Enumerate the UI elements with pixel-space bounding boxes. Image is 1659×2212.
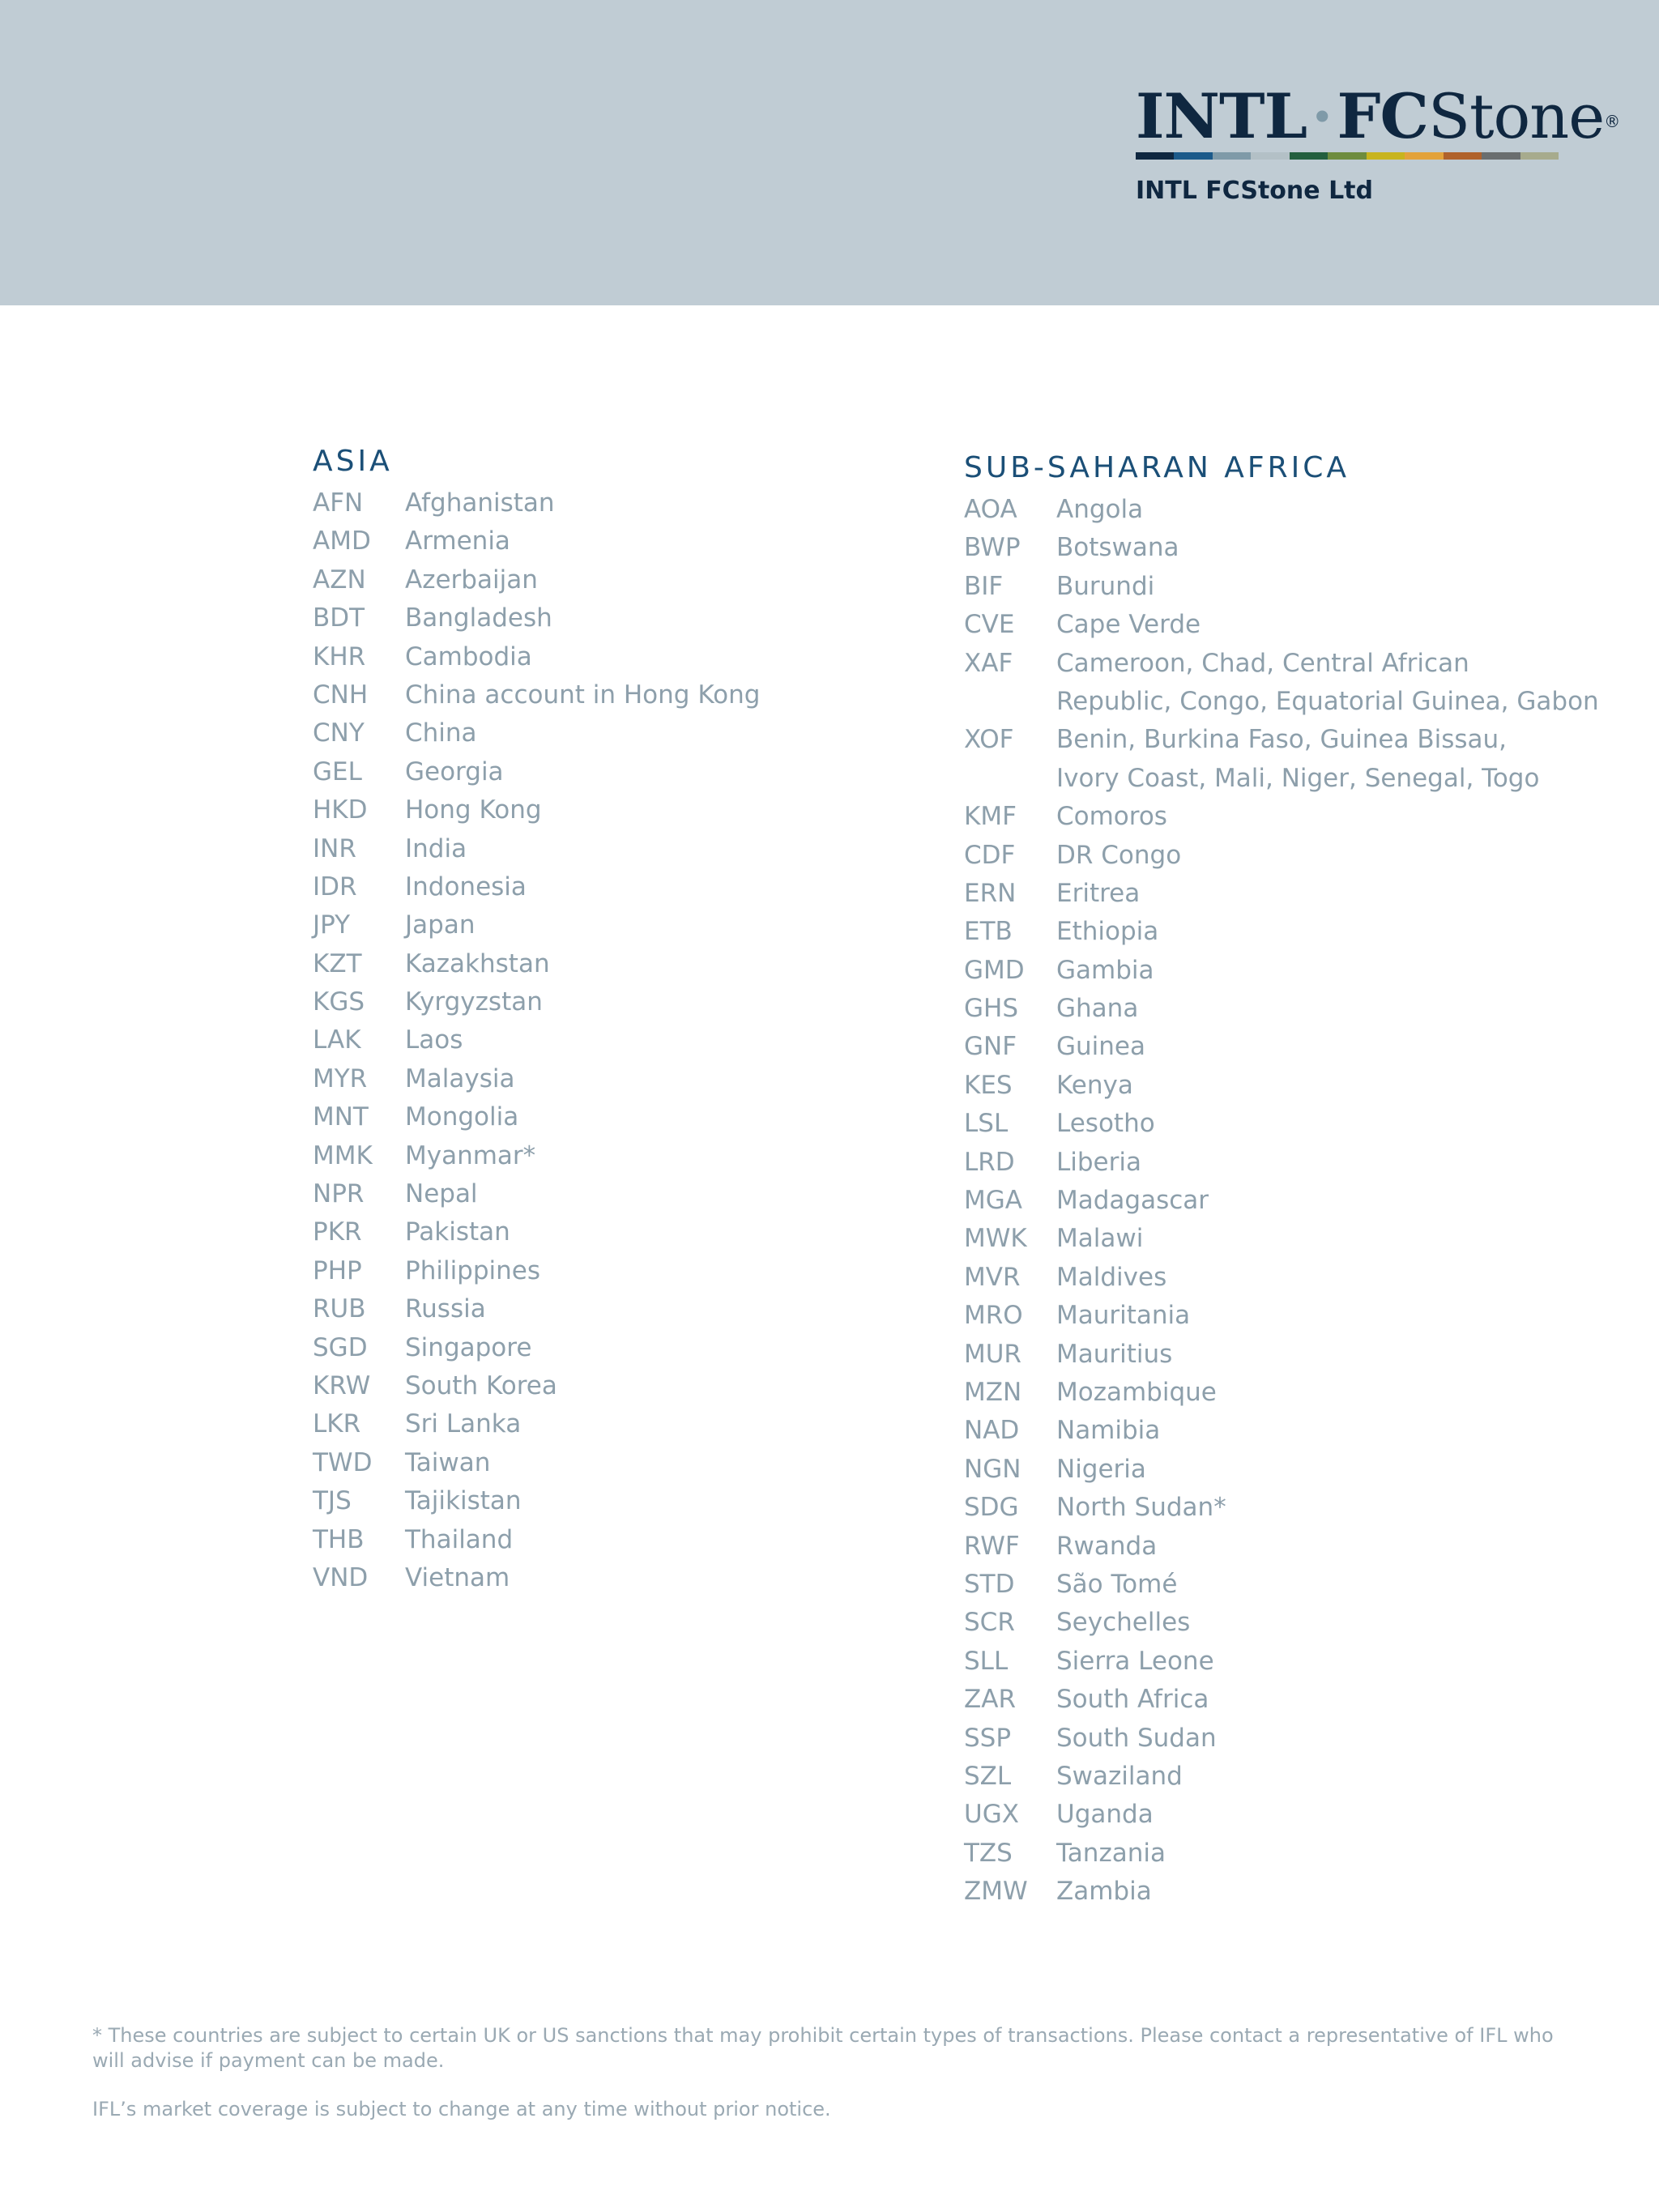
country-name: Georgia [405, 757, 504, 786]
country-name: Myanmar* [405, 1140, 536, 1170]
currency-row [964, 798, 1596, 836]
country-name: Benin, Burkina Faso, Guinea Bissau, [1056, 725, 1508, 755]
currency-row [964, 529, 1596, 567]
logo-color-stripes [1136, 152, 1559, 160]
country-name: Nigeria [1056, 1454, 1146, 1484]
country-name: Uganda [1056, 1800, 1154, 1830]
currency-code: HKD [313, 795, 368, 825]
country-name: Bangladesh [405, 603, 552, 633]
logo-stripe [1482, 152, 1520, 160]
country-name: Cambodia [405, 641, 532, 671]
currency-code: LAK [313, 1025, 361, 1055]
logo-word-fc: FC [1337, 80, 1428, 152]
country-name: North Sudan* [1056, 1493, 1226, 1523]
country-name: Cape Verde [1056, 610, 1201, 640]
country-name: Rwanda [1056, 1531, 1158, 1561]
sanctions-note: * These countries are subject to certain UK or US sanctions that may prohibit certain types of transactions. Please contact a representative of IFL who will advise if payment can be made. [92, 2024, 1554, 2072]
currency-row-continuation [964, 760, 1596, 798]
country-name: Malaysia [405, 1063, 515, 1093]
currency-row [964, 1028, 1596, 1066]
currency-row [313, 1213, 880, 1251]
currency-code: VND [313, 1562, 369, 1592]
country-name: Cameroon, Chad, Central African [1056, 648, 1469, 678]
currency-row [313, 830, 880, 868]
header-band [0, 0, 1659, 305]
country-name: Vietnam [405, 1562, 510, 1592]
country-name: São Tomé [1056, 1569, 1178, 1599]
country-name: Botswana [1056, 533, 1179, 563]
logo-wordmark [1136, 80, 1620, 152]
coverage-note: IFL’s market coverage is subject to change at any time without prior notice. [92, 2098, 831, 2120]
currency-row [964, 1796, 1596, 1834]
currency-code: KRW [313, 1370, 371, 1400]
currency-row [313, 714, 880, 752]
currency-row [964, 606, 1596, 644]
currency-code: SLL [964, 1646, 1009, 1676]
currency-code: INR [313, 833, 356, 863]
currency-row [313, 1060, 880, 1098]
currency-row [313, 1482, 880, 1520]
currency-code: SCR [964, 1608, 1015, 1638]
country-name: Pakistan [405, 1217, 510, 1247]
currency-row [964, 1451, 1596, 1489]
currency-row [313, 561, 880, 599]
currency-code: BWP [964, 533, 1021, 563]
currency-row [964, 1873, 1596, 1911]
currency-code: LSL [964, 1109, 1009, 1139]
currency-code: SSP [964, 1723, 1012, 1753]
country-name: India [405, 833, 467, 863]
currency-row [964, 1374, 1596, 1412]
currency-code: UGX [964, 1800, 1019, 1830]
currency-row [964, 1681, 1596, 1719]
country-name: Russia [405, 1294, 486, 1324]
country-name: Ghana [1056, 994, 1139, 1024]
currency-row [964, 1412, 1596, 1450]
currency-code: JPY [313, 910, 351, 940]
currency-row [313, 753, 880, 791]
currency-code: XAF [964, 648, 1013, 678]
currency-code: ERN [964, 878, 1017, 908]
currency-row [964, 875, 1596, 913]
currency-code: NPR [313, 1179, 365, 1209]
currency-code: TJS [313, 1486, 352, 1516]
registered-mark: ® [1604, 112, 1620, 131]
currency-row [964, 1067, 1596, 1105]
country-name: Indonesia [405, 872, 527, 901]
currency-code: KES [964, 1070, 1013, 1100]
currency-code: STD [964, 1569, 1015, 1599]
country-name: Sri Lanka [405, 1409, 522, 1439]
currency-code: MUR [964, 1339, 1021, 1369]
country-name: Malawi [1056, 1224, 1144, 1254]
country-name: Lesotho [1056, 1109, 1155, 1139]
currency-code: RWF [964, 1531, 1020, 1561]
currency-row [313, 1521, 880, 1559]
currency-row [964, 1528, 1596, 1566]
currency-code: KZT [313, 948, 362, 978]
currency-code: MWK [964, 1224, 1027, 1254]
currency-code: KMF [964, 802, 1017, 832]
currency-row [964, 491, 1596, 529]
currency-code: IDR [313, 872, 357, 901]
currency-row [964, 1297, 1596, 1335]
currency-row [313, 599, 880, 637]
currency-code [964, 683, 1056, 721]
logo-word-stone: Stone [1427, 80, 1605, 152]
country-name: Eritrea [1056, 878, 1141, 908]
asia-currency-list [313, 484, 880, 1597]
currency-row [964, 1835, 1596, 1873]
currency-row [964, 568, 1596, 606]
currency-row [313, 945, 880, 983]
currency-row [313, 1367, 880, 1405]
logo-stripe [1328, 152, 1366, 160]
currency-row [313, 1290, 880, 1328]
currency-row [313, 791, 880, 829]
currency-code [964, 760, 1056, 798]
currency-row [313, 1175, 880, 1213]
country-name: China [405, 718, 477, 748]
currency-row [964, 1220, 1596, 1258]
country-name: Nepal [405, 1179, 478, 1209]
country-name: Gambia [1056, 955, 1154, 985]
currency-code: NGN [964, 1454, 1021, 1484]
logo-stripe [1136, 152, 1174, 160]
country-name: Ivory Coast, Mali, Niger, Senegal, Togo [1056, 763, 1540, 793]
country-name: Azerbaijan [405, 565, 538, 595]
currency-code: GHS [964, 994, 1019, 1024]
currency-row [964, 1144, 1596, 1182]
currency-row [313, 1021, 880, 1059]
currency-code: ZAR [964, 1685, 1016, 1715]
country-name: Thailand [405, 1524, 514, 1554]
country-name: Laos [405, 1025, 463, 1055]
country-name: South Sudan [1056, 1723, 1217, 1753]
currency-code: SDG [964, 1493, 1019, 1523]
country-name: Tajikistan [405, 1486, 522, 1516]
country-name: Taiwan [405, 1447, 491, 1477]
country-name: Madagascar [1056, 1186, 1209, 1216]
currency-code: XOF [964, 725, 1014, 755]
country-name: Armenia [405, 526, 510, 556]
currency-code: CNY [313, 718, 365, 748]
currency-row [313, 1444, 880, 1482]
logo-stripe [1405, 152, 1443, 160]
country-name: Japan [405, 910, 476, 940]
country-name: Sierra Leone [1056, 1646, 1214, 1676]
currency-code: MGA [964, 1186, 1022, 1216]
country-name: Tanzania [1056, 1838, 1166, 1868]
currency-row [313, 1137, 880, 1175]
logo-separator: · [1311, 80, 1333, 152]
country-name: Republic, Congo, Equatorial Guinea, Gabon [1056, 686, 1599, 716]
country-name: Philippines [405, 1255, 541, 1285]
currency-row [964, 837, 1596, 875]
country-name: Kenya [1056, 1070, 1133, 1100]
region-title-africa: SUB-SAHARAN AFRICA [964, 451, 1350, 484]
intl-fcstone-logo [1136, 80, 1620, 160]
country-name: Burundi [1056, 571, 1155, 601]
country-name: Mauritius [1056, 1339, 1173, 1369]
currency-row [964, 1643, 1596, 1681]
country-name: Namibia [1056, 1416, 1161, 1446]
company-subtitle: INTL FCStone Ltd [1136, 177, 1373, 205]
currency-code: MNT [313, 1102, 369, 1132]
currency-row [964, 1182, 1596, 1220]
currency-code: AOA [964, 495, 1017, 524]
currency-code: ETB [964, 917, 1013, 947]
country-name: Swaziland [1056, 1761, 1183, 1791]
currency-code: PKR [313, 1217, 362, 1247]
currency-code: GNF [964, 1032, 1017, 1062]
country-name: Seychelles [1056, 1608, 1191, 1638]
logo-stripe [1213, 152, 1251, 160]
currency-code: RUB [313, 1294, 366, 1324]
logo-stripe [1174, 152, 1212, 160]
currency-row [313, 1405, 880, 1443]
logo-stripe [1367, 152, 1405, 160]
country-name: South Korea [405, 1370, 557, 1400]
currency-code: AMD [313, 526, 371, 556]
currency-code: CVE [964, 610, 1015, 640]
currency-row [964, 1758, 1596, 1796]
currency-row [964, 913, 1596, 951]
africa-currency-list [964, 491, 1599, 1911]
country-name: South Africa [1056, 1685, 1209, 1715]
currency-row [313, 983, 880, 1021]
currency-code: ZMW [964, 1877, 1028, 1907]
currency-row [964, 990, 1596, 1028]
country-name: Zambia [1056, 1877, 1152, 1907]
currency-row [964, 1336, 1596, 1374]
country-name: Mongolia [405, 1102, 519, 1132]
currency-row [964, 1489, 1596, 1527]
currency-code: THB [313, 1524, 365, 1554]
currency-code: BIF [964, 571, 1004, 601]
country-name: China account in Hong Kong [405, 680, 761, 710]
country-name: Ethiopia [1056, 917, 1159, 947]
currency-code: LRD [964, 1147, 1015, 1177]
currency-code: BDT [313, 603, 365, 633]
currency-code: SGD [313, 1332, 368, 1362]
currency-row [313, 1098, 880, 1136]
currency-code: CDF [964, 840, 1016, 870]
currency-code: KHR [313, 641, 366, 671]
currency-row-continuation [964, 683, 1599, 721]
currency-row [964, 1259, 1596, 1297]
country-name: Comoros [1056, 802, 1167, 832]
currency-row [964, 1720, 1596, 1758]
logo-stripe [1251, 152, 1289, 160]
currency-code: SZL [964, 1761, 1012, 1791]
currency-code: LKR [313, 1409, 361, 1439]
currency-row [964, 1105, 1596, 1143]
country-name: Maldives [1056, 1262, 1167, 1292]
currency-code: CNH [313, 680, 369, 710]
currency-code: NAD [964, 1416, 1020, 1446]
currency-row [313, 868, 880, 906]
country-name: Kyrgyzstan [405, 987, 543, 1017]
region-asia [313, 444, 880, 1597]
country-name: Singapore [405, 1332, 532, 1362]
currency-code: MVR [964, 1262, 1021, 1292]
currency-code: AZN [313, 565, 366, 595]
currency-code: AFN [313, 488, 364, 518]
currency-code: MRO [964, 1301, 1023, 1331]
footer-notes [92, 2023, 1567, 2122]
currency-row [313, 638, 880, 676]
currency-code: GEL [313, 757, 362, 786]
country-name: Liberia [1056, 1147, 1141, 1177]
currency-code: TWD [313, 1447, 373, 1477]
logo-stripe [1520, 152, 1559, 160]
currency-row [313, 1559, 880, 1597]
country-name: Mauritania [1056, 1301, 1191, 1331]
region-sub-saharan-africa [964, 450, 1599, 1911]
currency-code: PHP [313, 1255, 362, 1285]
currency-row [313, 906, 880, 944]
logo-stripe [1444, 152, 1482, 160]
currency-row [313, 1329, 880, 1367]
currency-code: MMK [313, 1140, 373, 1170]
country-name: Guinea [1056, 1032, 1145, 1062]
country-name: Kazakhstan [405, 948, 550, 978]
currency-code: GMD [964, 955, 1025, 985]
currency-code: MZN [964, 1377, 1022, 1407]
country-name: Afghanistan [405, 488, 555, 518]
country-name: Angola [1056, 495, 1144, 524]
currency-row [313, 676, 880, 714]
country-name: Mozambique [1056, 1377, 1217, 1407]
region-title-asia: ASIA [313, 445, 393, 478]
currency-row [313, 522, 880, 560]
currency-row [964, 1566, 1596, 1604]
currency-code: MYR [313, 1063, 368, 1093]
currency-row [964, 1604, 1596, 1642]
currency-code: TZS [964, 1838, 1013, 1868]
currency-row [313, 484, 880, 522]
currency-row [964, 645, 1596, 683]
currency-row [964, 721, 1596, 759]
currency-row [964, 952, 1596, 990]
logo-stripe [1290, 152, 1328, 160]
country-name: Hong Kong [405, 795, 542, 825]
country-name: DR Congo [1056, 840, 1182, 870]
currency-row [313, 1252, 880, 1290]
currency-code: KGS [313, 987, 365, 1017]
logo-word-intl: INTL [1136, 80, 1307, 152]
